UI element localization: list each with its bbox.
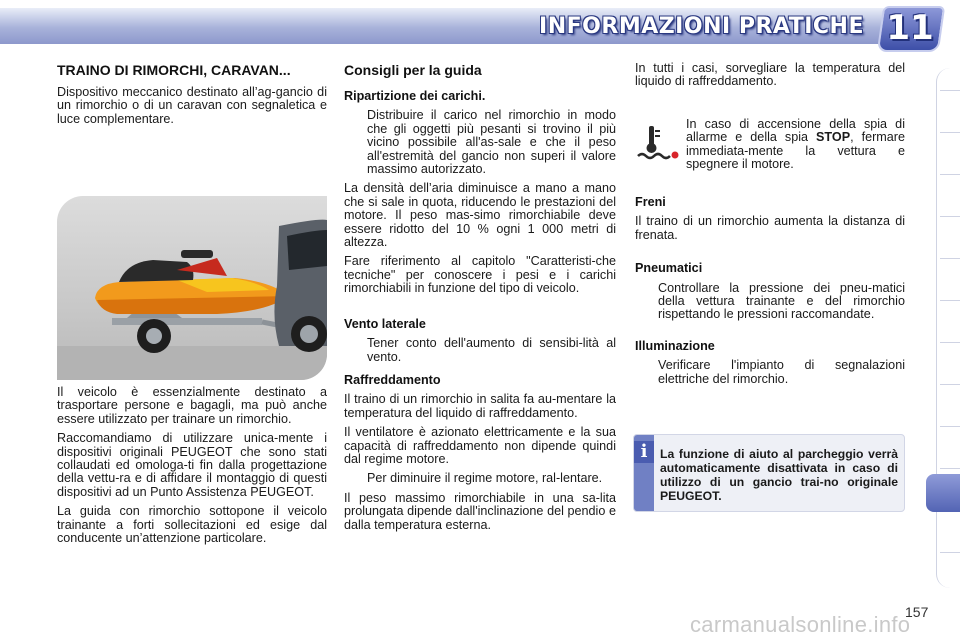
stop-label: STOP xyxy=(816,130,851,145)
towing-paragraph-3: La guida con rimorchio sottopone il veicolo trainante a forti sollecitazioni ed esige dal conducente un’attenzione particolare. xyxy=(57,504,327,546)
lighting-bullet xyxy=(635,359,905,386)
tab-divider xyxy=(940,174,960,175)
info-text: La funzione di aiuto al parcheggio verrà automaticamente disattivata in caso di utilizzo di un gancio trai-no originale PEUGEOT. xyxy=(660,447,898,503)
load-bullet-text: Distribuire il carico nel rimorchio in modo che gli oggetti più pesanti si trovino il più vicino possibile all'as-sale e che il peso all'estremità del gancio non superi il valore massimo autorizzato. xyxy=(367,108,616,177)
page-header xyxy=(0,0,960,52)
parking-aid-info-box xyxy=(633,434,905,512)
warning-pre: In caso di accensione della spia di allarme e della spia xyxy=(686,117,905,145)
warning-post: , fermare immediata-mente la vettura e spegnere il motore. xyxy=(686,130,905,172)
towing-paragraph-2: Raccomandiamo di utilizzare unica-mente i dispositivi originali PEUGEOT che sono stati collaudati ed omologa-ti fin dalla progettazione della vettu-ra e di affidare il montaggio di questi dispositivi ad un Punto Assistenza PEUGEOT. xyxy=(57,431,327,499)
brakes-heading: Freni xyxy=(635,195,666,209)
cooling-bullet-text: Per diminuire il regime motore, ral-lentare. xyxy=(367,471,603,486)
crosswind-heading: Vento laterale xyxy=(344,316,426,331)
towing-title: TRAINO DI RIMORCHI, CARAVAN... xyxy=(57,62,291,78)
jetski-trailer-illustration xyxy=(57,196,327,380)
tab-divider xyxy=(940,342,960,343)
tyres-bullet xyxy=(635,282,905,322)
lighting-bullet-text: Verificare l'impianto di segnalazioni elettriche del rimorchio. xyxy=(658,358,905,386)
trailer-drawing xyxy=(57,196,327,380)
warning-bullet xyxy=(663,118,905,178)
crosswind-bullet xyxy=(344,337,616,364)
crosswind-bullet-text: Tener conto dell'aumento di sensibi-lità al vento. xyxy=(367,336,616,364)
cooling-heading: Raffreddamento xyxy=(344,372,441,387)
reference-text: Fare riferimento al capitolo "Caratteristi-che tecniche" per conoscere i pesi e i carichi rimorchiabili in funzione del tipo di veicolo. xyxy=(344,254,616,296)
chapter-number: 11 xyxy=(886,8,934,48)
cooling-paragraph-1: Il traino di un rimorchio in salita fa au-mentare la temperatura del liquido di raffreddamento. xyxy=(344,392,616,420)
tab-divider xyxy=(940,552,960,553)
advice-title: Consigli per la guida xyxy=(344,62,482,78)
tab-divider xyxy=(940,258,960,259)
air-density-text: La densità dell’aria diminuisce a mano a mano che si sale in quota, riducendo le prestazioni del motore. Il peso mas-simo rimorchiabile deve essere ridotto del 10 % ogni 1 000 metri di altezza. xyxy=(344,181,616,250)
tab-divider xyxy=(940,216,960,217)
column-towing xyxy=(57,62,327,132)
tab-divider xyxy=(940,426,960,427)
tab-divider xyxy=(940,300,960,301)
brakes-text: Il traino di un rimorchio aumenta la distanza di frenata. xyxy=(635,214,905,242)
column-checks-body xyxy=(635,196,905,392)
load-bullet xyxy=(344,109,616,176)
page-number: 157 xyxy=(905,604,929,620)
towing-paragraph-1: Il veicolo è essenzialmente destinato a trasportare persone e bagagli, ma può anche essere utilizzato per trainare un rimorchio. xyxy=(57,385,327,426)
section-title: INFORMAZIONI PRATICHE xyxy=(539,14,864,39)
info-icon: i xyxy=(634,441,654,463)
lighting-heading: Illuminazione xyxy=(635,338,715,353)
tyres-bullet-text: Controllare la pressione dei pneu-matici della vettura trainante e del rimorchio rispettando le pressioni raccomandate. xyxy=(658,280,905,322)
tab-divider xyxy=(940,384,960,385)
cooling-paragraph-3: Il peso massimo rimorchiabile in una sa-lita prolungata dipende dall'inclinazione del pendio e dalla temperatura esterna. xyxy=(344,490,616,532)
cooling-bullet xyxy=(344,472,616,485)
watermark: carmanualsonline.info xyxy=(690,612,911,637)
cooling-paragraph-2: Il ventilatore è azionato elettricamente e la sua capacità di raffreddamento non dipende quindi dal regime motore. xyxy=(344,425,616,466)
tab-divider xyxy=(940,132,960,133)
tyres-heading: Pneumatici xyxy=(635,261,703,276)
column-checks xyxy=(635,62,905,95)
active-chapter-tab[interactable] xyxy=(926,474,960,512)
towing-intro: Dispositivo meccanico destinato all’ag-gancio di un rimorchio o di un caravan con segnaletica e luce complementare. xyxy=(57,85,327,126)
column-towing-body xyxy=(57,386,327,551)
column-driving-advice xyxy=(344,62,616,538)
temperature-intro: In tutti i casi, sorvegliare la temperatura del liquido di raffreddamento. xyxy=(635,61,905,89)
tab-divider xyxy=(940,90,960,91)
tab-divider xyxy=(940,468,960,469)
load-heading: Ripartizione dei carichi. xyxy=(344,89,486,103)
